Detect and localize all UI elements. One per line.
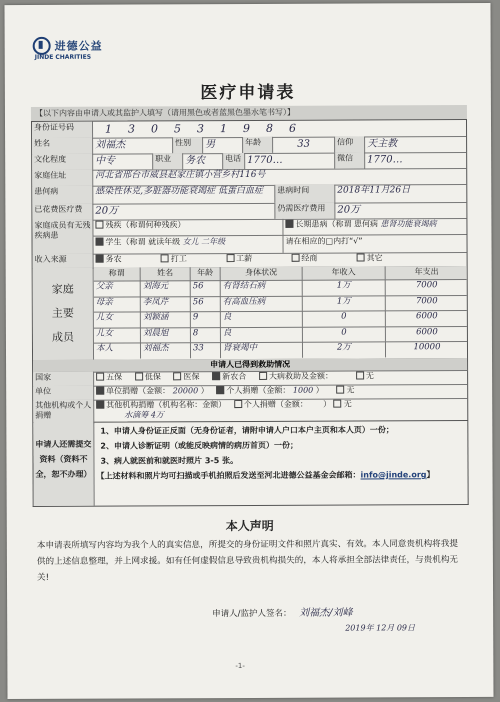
docs-section (32, 421, 468, 507)
family-cell: 2万 (302, 342, 385, 358)
name-label: 姓名 (32, 138, 92, 154)
family-header-cell: 年收入 (302, 266, 385, 279)
unit-label: 单位 (33, 386, 93, 400)
logo-en: JINDE CHARITIES (34, 53, 92, 61)
disease-date-label: 患病时间 (274, 185, 334, 203)
family-cell: 8 (190, 327, 220, 343)
aid-header: 申请人已得到救助情况 (33, 358, 467, 373)
email-link[interactable]: info@jinde.org (360, 470, 427, 480)
phone-label: 电话 (222, 153, 244, 169)
instruction: 【以下内容由申请人或其监护人填写（请用黑色或者蓝黑色墨水笔书写）】 (31, 105, 467, 121)
other-person-opt[interactable]: 个人捐赠（金额： (234, 400, 308, 409)
faith-label: 信仰 (334, 136, 364, 152)
family-cell: 刘福杰 (140, 343, 190, 359)
country-opt[interactable]: 低保 (135, 372, 161, 381)
disease-label: 患何病 (32, 186, 92, 204)
logo (33, 37, 103, 55)
sign-label: 申请人/监护人签名： (212, 608, 292, 620)
job-value: 务农 (182, 153, 222, 169)
sex-label: 性别 (172, 137, 202, 153)
family-header-cell: 姓名 (140, 267, 190, 280)
other-none-opt[interactable]: 无 (334, 400, 352, 409)
family-cell: 1万 (302, 279, 385, 295)
family-cell: 儿女 (95, 312, 113, 323)
spent-value: 20万 (92, 203, 274, 220)
age-value: 33 (272, 137, 334, 153)
family-cell: 父亲 (95, 281, 113, 292)
family-cell: 6000 (385, 326, 467, 342)
country-opt[interactable]: 新农合 (212, 372, 246, 381)
wechat-label: 微信 (334, 152, 364, 168)
family-label: 家庭 主要 成员 (33, 268, 93, 360)
wechat-value: 1770… (364, 152, 466, 168)
disabled-label: 家庭成员有无残疾病患 (32, 220, 92, 254)
family-cell: 本人 (95, 343, 114, 355)
family-header-cell: 年龄 (190, 267, 220, 280)
family-cell: 56 (190, 296, 220, 312)
family-table (33, 266, 467, 361)
country-opt[interactable]: 医保 (174, 372, 200, 381)
other-options: 其他机构捐赠（机构名称：金额） 个人捐赠（金额： ） 无 水滴筹 4万 (93, 398, 467, 424)
disabled-opt2[interactable]: 长期患病（称谓 患何病 患肾功能衰竭病 (282, 218, 466, 236)
declaration-title: 本人声明 (225, 518, 274, 534)
family-cell: 刘颖涵 (140, 311, 190, 327)
unit-options: 单位捐赠（金额： 20000 ） 个人捐赠（金额： 1000 ） 无 (93, 384, 467, 400)
family-cell: 0 (302, 311, 385, 327)
country-label: 国家 (33, 372, 93, 386)
need-value: 20万 (334, 202, 466, 219)
family-cell: 刘晨旭 (140, 327, 190, 343)
page-number: -1- (235, 662, 245, 671)
phone-value: 1770… (244, 153, 334, 169)
country-opt[interactable]: 大病救助及金额： (259, 372, 333, 381)
family-cell: 肾衰竭中 (220, 342, 302, 358)
sex-value: 男 (202, 137, 242, 153)
family-cell: 1万 (302, 295, 385, 311)
checkbox-checked-icon (96, 238, 104, 246)
docs-list: 1、申请人身份证正反面（无身份证者，请附申请人户口本户主页和本人页）一份； 2、申请人诊断证明（或能反映病情的病历首页）一份； 3、病人就医前和就医时照片 3-5 张。 【上述材料和照片均可扫描或手机拍照后发送至河北进德公益基金会邮箱：info@jinde.org】 (93, 421, 467, 506)
info-grid (31, 119, 468, 423)
checkbox-checked-icon (285, 220, 293, 228)
culture-value: 中专 (92, 153, 152, 169)
person-opt[interactable]: 个人捐赠（金额： (216, 386, 290, 395)
docs-label: 申请人还需提交资料（资料不全，恕不办理） (33, 423, 93, 506)
logo-icon (33, 37, 51, 55)
unit-opt[interactable]: 单位捐赠（金额： (96, 386, 170, 395)
other-label: 其他机构或个人捐赠 (33, 400, 93, 424)
application-sheet (4, 3, 493, 699)
family-cell: 56 (190, 280, 220, 296)
family-cell: 有高血压病 (220, 295, 302, 311)
form-title: 医疗申请表 (200, 82, 296, 104)
name-value: 刘福杰 (92, 137, 172, 153)
disease-date-value: 2018年11月26日 (334, 184, 466, 203)
family-cell: 10000 (385, 341, 467, 357)
other-note: 水滴筹 4万 (124, 410, 164, 420)
family-cell: 33 (190, 343, 220, 359)
family-cell: 良 (220, 311, 302, 327)
family-header-cell: 称谓 (108, 268, 125, 278)
checkbox-icon (95, 221, 103, 229)
other-org-opt[interactable]: 其他机构捐赠（机构名称：金额） (96, 400, 226, 410)
address-label: 家庭住址 (32, 170, 92, 186)
culture-label: 文化程度 (32, 154, 92, 170)
family-cell: 有肾结石病 (220, 280, 302, 296)
disabled-opt1[interactable]: 残疾（称谓何种残疾） (92, 219, 282, 237)
row-disabled (32, 218, 466, 255)
signature: 刘福杰/刘峰 (299, 607, 353, 619)
income-opt[interactable]: 经商 (291, 254, 317, 263)
income-opt[interactable]: 工薪 (226, 254, 252, 263)
family-cell: 6000 (385, 310, 467, 326)
id-value: 130531986 (92, 120, 466, 138)
family-header-cell: 年支出 (385, 266, 467, 279)
family-cell: 李凤芹 (140, 296, 190, 312)
family-cell: 7000 (385, 279, 467, 295)
income-opt[interactable]: 务农 (96, 255, 122, 264)
family-grid (93, 266, 467, 360)
disabled-opt3[interactable]: 学生（称谓 就读年级 女儿 二年级 (92, 236, 282, 254)
row-other (33, 398, 467, 424)
disabled-note: 请在相应的□内打“√” (282, 235, 466, 253)
faith-value: 天主教 (364, 136, 466, 152)
family-cell: 良 (220, 327, 302, 343)
income-opt[interactable]: 打工 (161, 254, 187, 263)
age-label: 年龄 (242, 137, 272, 153)
job-label: 职业 (152, 153, 182, 169)
country-opt[interactable]: 五保 (96, 373, 122, 382)
family-header-cell: 身体状况 (220, 267, 302, 280)
id-label: 身份证号码 (32, 122, 92, 138)
spent-label: 已花费医疗费 (32, 204, 92, 220)
sign-date: 2019年 12月 09日 (345, 623, 416, 633)
income-label: 收入来源 (33, 254, 93, 268)
family-cell: 9 (190, 311, 220, 327)
country-opt[interactable]: 无 (356, 371, 374, 380)
family-cell: 7000 (385, 295, 467, 311)
family-cell: 儿女 (95, 328, 113, 339)
family-row (94, 341, 467, 358)
declaration-text: 本申请表所填写内容均为我个人的真实信息，所提交的身份证明文件和照片真实、有效。本人同意贵机构将我提供的上述信息整理，并上网求援。如有任何虚假信息导致贵机构损失的，本人将承担全部法律责任，与贵机构无关! (36, 539, 459, 583)
address-value: 河北省邢台市威县赵家庄镇小营乡村116号 (92, 168, 466, 186)
disease-value: 感染性休克,多脏器功能衰竭症 低蛋白血症 (92, 185, 274, 204)
logo-cn: 进德公益 (54, 39, 103, 53)
family-cell: 0 (302, 326, 385, 342)
family-cell: 母亲 (95, 297, 113, 308)
family-cell: 刘海元 (140, 280, 190, 296)
income-opt[interactable]: 其它 (357, 253, 383, 262)
unit-none-opt[interactable]: 无 (336, 386, 354, 395)
need-label: 仍需医疗费用 (274, 203, 334, 219)
